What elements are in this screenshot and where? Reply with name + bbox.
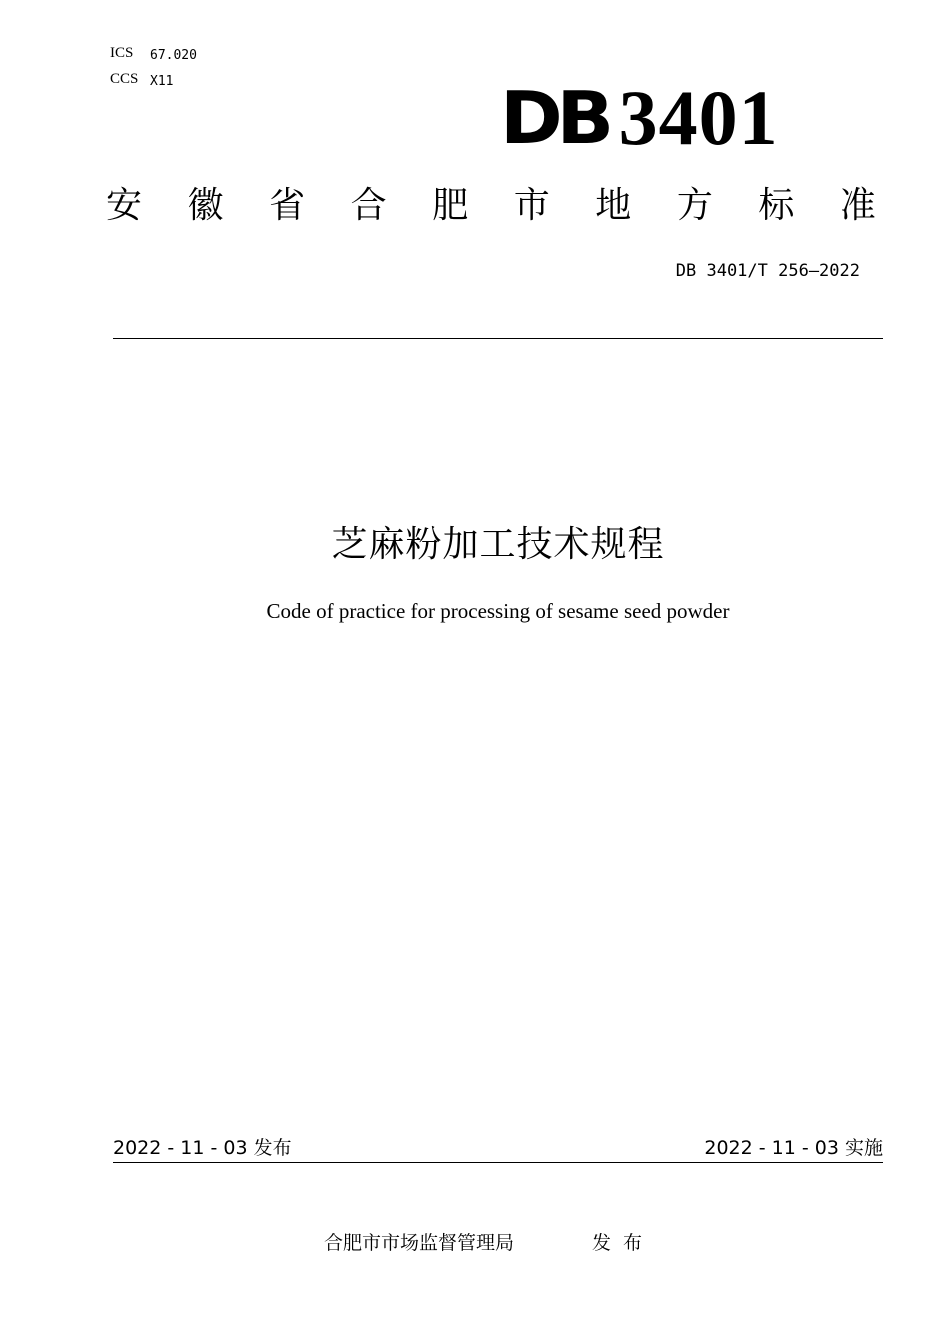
standard-type-char: 市 — [513, 185, 550, 226]
publish-label: 发布 — [592, 1232, 655, 1254]
ics-code: 67.020 — [150, 48, 197, 63]
document-title-chinese: 芝麻粉加工技术规程 — [331, 524, 665, 565]
standard-type-char: 地 — [595, 185, 632, 226]
standard-type-char: 合 — [350, 185, 387, 226]
standard-type-char: 标 — [758, 185, 795, 226]
standard-type-char: 省 — [269, 185, 306, 226]
issue-date: 2022 - 11 - 03 发布 — [113, 1137, 292, 1159]
standard-type-char: 肥 — [432, 185, 469, 226]
ics-label: ICS — [110, 45, 134, 61]
publisher-name: 合肥市市场监督管理局 — [324, 1232, 515, 1254]
ccs-label: CCS — [110, 71, 139, 87]
standard-type-heading — [106, 182, 876, 230]
implementation-date: 2022 - 11 - 03 实施 — [704, 1137, 883, 1159]
standard-number: DB 3401/T 256—2022 — [675, 261, 860, 281]
header-divider — [113, 338, 883, 339]
logo-code: 3401 — [618, 74, 779, 161]
footer-divider — [113, 1162, 883, 1163]
logo-letters: DB — [500, 76, 608, 160]
ccs-code: X11 — [150, 74, 174, 89]
document-title-english: Code of practice for processing of sesame seed powder — [266, 599, 730, 623]
standard-type-char: 安 — [106, 185, 143, 226]
standard-type-char: 徽 — [187, 185, 224, 226]
standard-logo — [500, 74, 779, 161]
standard-type-char: 准 — [839, 185, 876, 226]
standard-type-char: 方 — [676, 185, 713, 226]
